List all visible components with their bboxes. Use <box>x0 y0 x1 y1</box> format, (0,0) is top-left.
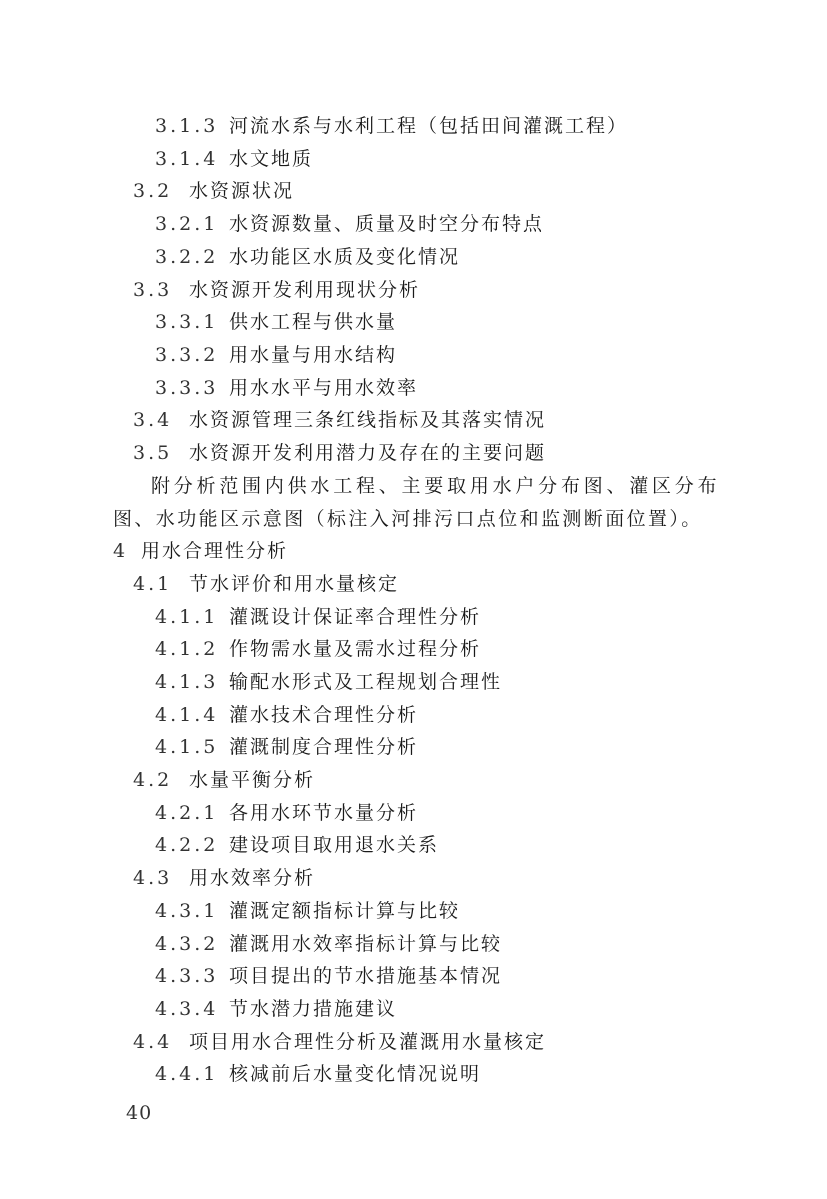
toc-entry-3-2-2 <box>155 241 460 274</box>
toc-entry-number: 3.2 <box>133 180 173 203</box>
toc-entry-4-1-5 <box>155 731 418 764</box>
toc-entry-number: 3.4 <box>133 409 173 432</box>
toc-entry-number: 4.2.2 <box>155 834 219 857</box>
toc-entry-3-2 <box>133 175 294 208</box>
toc-entry-title: 灌溉用水效率指标计算与比较 <box>229 932 503 955</box>
toc-entry-number: 4.3.1 <box>155 899 219 922</box>
figure-note-paragraph: 附分析范围内供水工程、主要取用水户分布图、灌区分布图、水功能区示意图（标注入河排污口点位和监测断面位置）。 <box>113 474 719 530</box>
toc-entry-4-1 <box>133 568 399 601</box>
toc-entry-title: 水资源数量、质量及时空分布特点 <box>229 213 545 236</box>
toc-entry-number: 3.3.2 <box>155 343 219 366</box>
toc-entry-number: 3.2.1 <box>155 213 219 236</box>
page-number: 40 <box>126 1102 153 1124</box>
toc-entry-title: 水资源状况 <box>189 180 295 203</box>
toc-entry-4-1-1 <box>155 601 481 634</box>
toc-entry-4-3-3 <box>155 960 502 993</box>
toc-entry-4-1-3 <box>155 666 502 699</box>
toc-entry-title: 建设项目取用退水关系 <box>229 834 440 857</box>
toc-entry-title: 水资源管理三条红线指标及其落实情况 <box>189 409 547 432</box>
toc-entry-number: 4.1.2 <box>155 638 219 661</box>
toc-entry-4-3-4 <box>155 993 397 1026</box>
toc-entry-3-3 <box>133 274 420 307</box>
toc-entry-title: 节水评价和用水量核定 <box>189 572 400 595</box>
toc-entry-title: 作物需水量及需水过程分析 <box>229 638 482 661</box>
toc-entry-number: 4.3 <box>133 867 173 890</box>
toc-entry-4-3-2 <box>155 928 502 961</box>
toc-entry-4-3-1 <box>155 895 460 928</box>
toc-entry-title: 灌溉制度合理性分析 <box>229 736 419 759</box>
toc-entry-3-1-4 <box>155 143 313 176</box>
toc-entry-number: 4.1.5 <box>155 736 219 759</box>
toc-entry-title: 水资源开发利用现状分析 <box>189 278 421 301</box>
toc-entry-3-3-3 <box>155 372 418 405</box>
toc-entry-number: 3.1.3 <box>155 115 219 137</box>
toc-entry-title: 节水潜力措施建议 <box>229 997 398 1020</box>
toc-entry-number: 4 <box>113 540 129 563</box>
toc-entry-4-4-1 <box>155 1058 481 1091</box>
toc-entry-3-2-1 <box>155 208 544 241</box>
toc-entry-4-4 <box>133 1026 546 1059</box>
toc-entry-number: 4.2 <box>133 769 173 791</box>
toc-entry-number: 4.3.3 <box>155 965 219 988</box>
toc-entry-3-4 <box>133 404 546 437</box>
toc-entry-title: 项目用水合理性分析及灌溉用水量核定 <box>189 1030 547 1053</box>
toc-entry-number: 4.4.1 <box>155 1063 219 1086</box>
toc-entry-number: 3.3.1 <box>155 311 219 334</box>
toc-entry-number: 4.3.4 <box>155 997 219 1020</box>
toc-entry-title: 水量平衡分析 <box>189 769 316 791</box>
toc-entry-3-3-1 <box>155 306 397 339</box>
toc-entry-title: 水文地质 <box>229 147 314 170</box>
toc-entry-number: 3.1.4 <box>155 147 219 170</box>
toc-entry-4-3 <box>133 862 315 895</box>
toc-entry-title: 灌溉设计保证率合理性分析 <box>229 605 482 628</box>
toc-entry-3-5 <box>133 437 546 470</box>
toc-entry-title: 用水效率分析 <box>189 867 316 890</box>
toc-entry-title: 水资源开发利用潜力及存在的主要问题 <box>189 442 547 464</box>
toc-entry-title: 项目提出的节水措施基本情况 <box>229 965 503 988</box>
toc-entry-title: 用水量与用水结构 <box>229 343 398 366</box>
toc-entry-title: 河流水系与水利工程（包括田间灌溉工程） <box>229 115 629 137</box>
toc-entry-title: 供水工程与供水量 <box>229 311 398 334</box>
toc-entry-title: 各用水环节水量分析 <box>229 801 419 824</box>
toc-entry-number: 4.3.2 <box>155 932 219 955</box>
toc-entry-title: 用水水平与用水效率 <box>229 376 419 399</box>
toc-entry-number: 4.1 <box>133 572 173 595</box>
toc-entry-4-2-1 <box>155 797 418 830</box>
toc-entry-title: 灌溉定额指标计算与比较 <box>229 899 461 922</box>
toc-entry-title: 灌水技术合理性分析 <box>229 703 419 726</box>
toc-entry-number: 4.2.1 <box>155 801 219 824</box>
toc-entry-number: 4.1.3 <box>155 670 219 693</box>
toc-entry-title: 水功能区水质及变化情况 <box>229 245 461 268</box>
toc-entry-4-1-4 <box>155 699 418 732</box>
toc-entry-number: 3.2.2 <box>155 245 219 268</box>
toc-entry-4-2-2 <box>155 829 439 862</box>
toc-entry-4-2 <box>133 764 315 797</box>
toc-entry-3-3-2 <box>155 339 397 372</box>
toc-entry-number: 4.4 <box>133 1030 173 1053</box>
toc-entry-number: 3.3.3 <box>155 376 219 399</box>
toc-entry-title: 核减前后水量变化情况说明 <box>229 1063 482 1086</box>
toc-entry-number: 4.1.1 <box>155 605 219 628</box>
toc-entry-4-1-2 <box>155 633 481 666</box>
toc-entry-number: 3.3 <box>133 278 173 301</box>
toc-entry-title: 输配水形式及工程规划合理性 <box>229 670 503 693</box>
toc-entry-title: 用水合理性分析 <box>141 540 289 563</box>
toc-entry-4 <box>113 535 288 568</box>
toc-entry-number: 3.5 <box>133 442 173 464</box>
toc-entry-3-1-3 <box>155 110 628 143</box>
toc-entry-number: 4.1.4 <box>155 703 219 726</box>
